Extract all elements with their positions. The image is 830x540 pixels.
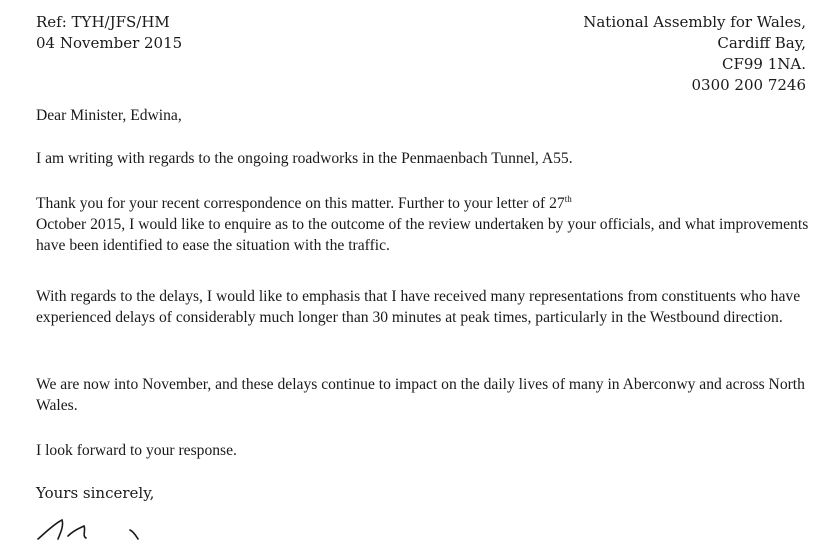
paragraph-text: Thank you for your recent correspondence on this matter. Further to your letter of 27 — [36, 195, 565, 212]
address-line: National Assembly for Wales, — [583, 13, 806, 31]
paragraph-text: October 2015, I would like to enquire as to the outcome of the review undertaken by your officials, and what improvements have been identified to ease the situation with the traffic. — [36, 216, 809, 254]
paragraph-impact: We are now into November, and these delays continue to impact on the daily lives of many in Aberconwy and across North Wales. — [36, 376, 805, 414]
paragraph-response: I look forward to your response. — [36, 442, 237, 459]
address-line: CF99 1NA. — [721, 55, 806, 73]
phone-number: 0300 200 7246 — [691, 76, 806, 94]
signature-scribble — [34, 516, 174, 540]
letter-date: 04 November 2015 — [36, 34, 183, 52]
paragraph-delays: With regards to the delays, I would like to emphasis that I have received many representations from constituents who have experienced delays of considerably much longer than 30 minutes at peak times, particularly in the Westbound direction. — [36, 288, 801, 326]
closing: Yours sincerely, — [36, 484, 155, 502]
paragraph-intro: I am writing with regards to the ongoing roadworks in the Penmaenbach Tunnel, A55. — [36, 150, 573, 167]
paragraph-correspondence — [36, 193, 826, 256]
salutation: Dear Minister, Edwina, — [36, 107, 182, 124]
sender-address — [583, 12, 806, 96]
reference-block — [36, 12, 182, 54]
signature — [34, 516, 174, 540]
address-line: Cardiff Bay, — [717, 34, 806, 52]
reference-number: Ref: TYH/JFS/HM — [36, 13, 170, 31]
ordinal-suffix: th — [564, 194, 572, 204]
